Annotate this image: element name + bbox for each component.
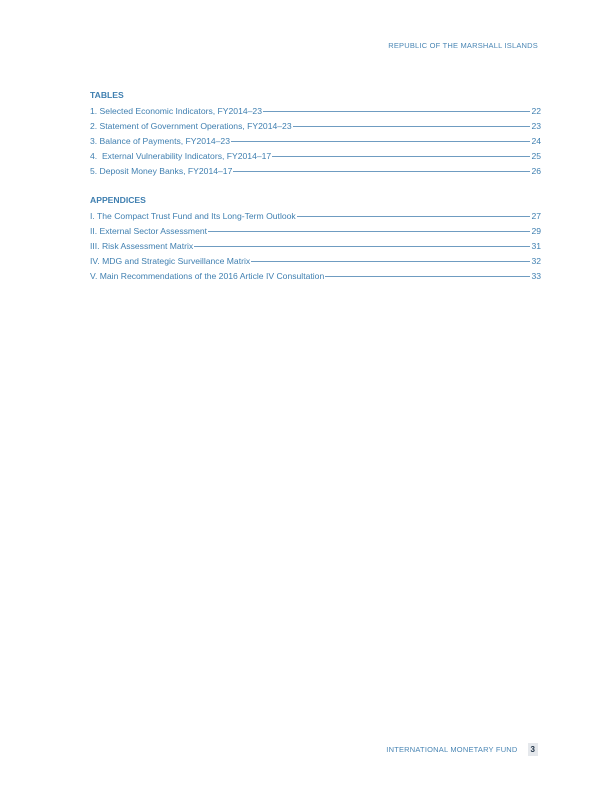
page-number-badge: 3: [528, 743, 538, 756]
toc-leader: [194, 246, 530, 247]
toc-entry-label: 3. Balance of Payments, FY2014–23: [90, 136, 230, 146]
toc-entry-label: V. Main Recommendations of the 2016 Article IV Consultation: [90, 271, 325, 281]
appendices-section: [90, 194, 541, 284]
toc-page-number: 25: [531, 151, 541, 161]
toc-entry-label: 5. Deposit Money Banks, FY2014–17: [90, 166, 233, 176]
toc-entry-label: IV. MDG and Strategic Surveillance Matrix: [90, 256, 251, 266]
toc-leader: [293, 126, 531, 127]
toc-page-number: 33: [531, 271, 541, 281]
toc-leader: [251, 261, 530, 262]
toc-leader: [272, 156, 530, 157]
toc-leader: [325, 276, 530, 277]
toc-page-number: 31: [531, 241, 541, 251]
toc-entry-label: 2. Statement of Government Operations, FY2014–23: [90, 121, 292, 131]
toc-entry-table-2[interactable]: [90, 119, 541, 134]
running-header: REPUBLIC OF THE MARSHALL ISLANDS: [388, 41, 538, 50]
toc-entry-table-3[interactable]: [90, 134, 541, 149]
toc-entry-label: I. The Compact Trust Fund and Its Long-Term Outlook: [90, 211, 296, 221]
footer-organization: INTERNATIONAL MONETARY FUND: [386, 745, 518, 754]
toc-entry-appendix-3[interactable]: [90, 239, 541, 254]
toc-entry-appendix-4[interactable]: [90, 254, 541, 269]
toc-entry-table-5[interactable]: [90, 164, 541, 179]
toc-page-number: 27: [531, 211, 541, 221]
toc-entry-label: II. External Sector Assessment: [90, 226, 208, 236]
toc-entry-label: 4. External Vulnerability Indicators, FY2014–17: [90, 151, 272, 161]
toc-page-number: 22: [531, 106, 541, 116]
toc-leader: [208, 231, 530, 232]
toc-leader: [263, 111, 530, 112]
toc-page-number: 26: [531, 166, 541, 176]
toc-entry-table-1[interactable]: [90, 104, 541, 119]
toc-entry-appendix-5[interactable]: [90, 269, 541, 284]
appendices-heading: APPENDICES: [90, 195, 146, 205]
toc-leader: [297, 216, 531, 217]
page-footer: [386, 743, 538, 756]
toc-entry-appendix-1[interactable]: [90, 209, 541, 224]
tables-heading: TABLES: [90, 90, 124, 100]
toc-entry-table-4[interactable]: [90, 149, 541, 164]
toc-page-number: 29: [531, 226, 541, 236]
toc-leader: [233, 171, 530, 172]
toc-page-number: 23: [531, 121, 541, 131]
toc-leader: [231, 141, 530, 142]
toc-page-number: 24: [531, 136, 541, 146]
toc-page-number: 32: [531, 256, 541, 266]
toc-entry-label: III. Risk Assessment Matrix: [90, 241, 194, 251]
toc-entry-label: 1. Selected Economic Indicators, FY2014–23: [90, 106, 262, 116]
tables-section: [90, 89, 541, 179]
toc-entry-appendix-2[interactable]: [90, 224, 541, 239]
